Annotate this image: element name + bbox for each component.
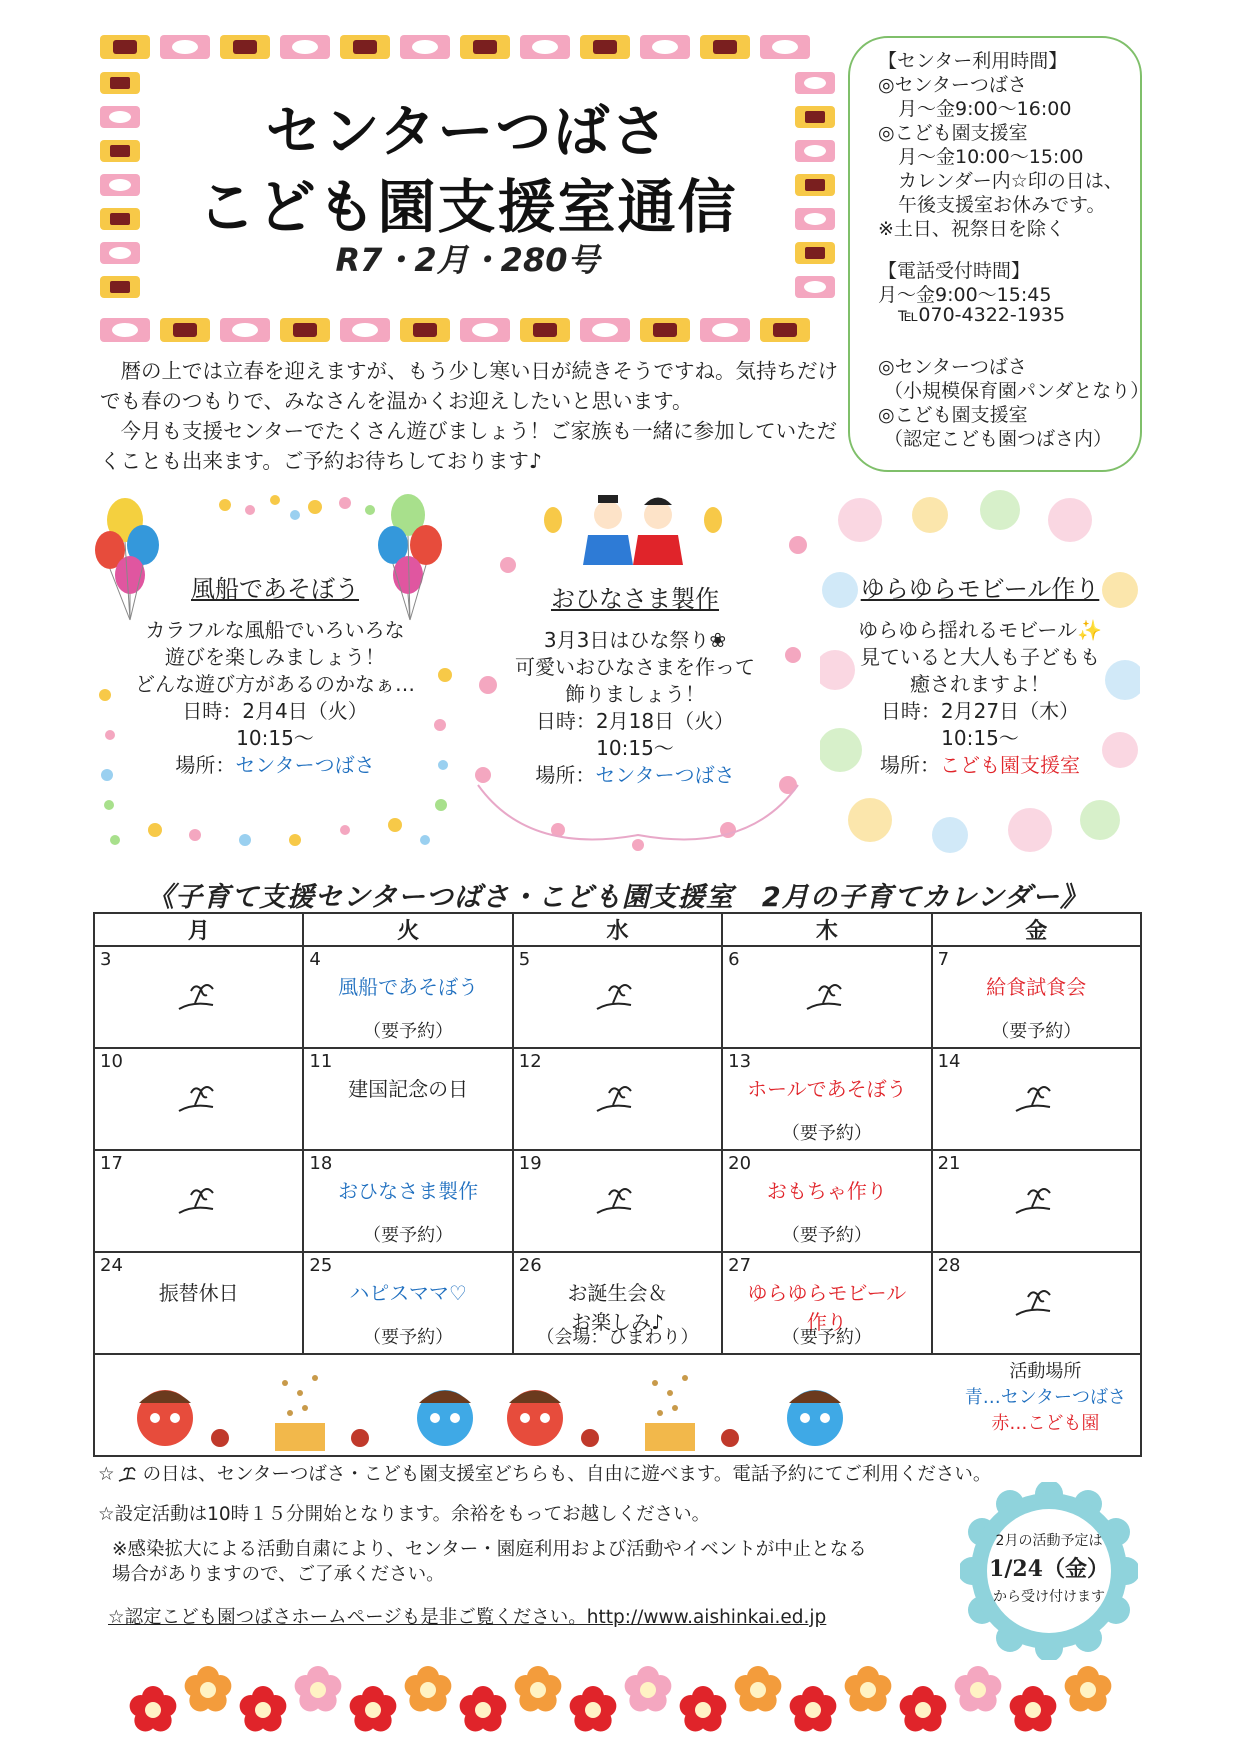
day-number: 3 [100, 949, 112, 970]
day-number: 10 [100, 1051, 123, 1072]
day-number: 13 [728, 1051, 752, 1072]
weekday-header: 火 [303, 913, 512, 946]
calendar-day-cell [722, 1252, 931, 1354]
plum-blossom-icon [295, 1666, 342, 1712]
day-event [304, 1073, 511, 1102]
event-place-label: 場所： [880, 753, 940, 777]
newsletter-title-line1: センターつばさ [265, 100, 670, 165]
weekday-header: 水 [513, 913, 722, 946]
day-event-line: お楽しみ♪ [571, 1310, 664, 1334]
weekday-header: 月 [94, 913, 303, 946]
support-hours: 月～金10:00～15:00 [898, 146, 1084, 168]
day-event [723, 1175, 930, 1204]
day-event-line: 作り [806, 1310, 847, 1334]
legend-title: 活動場所 [1009, 1361, 1082, 1382]
support-name: ◎こども園支援室 [878, 122, 1028, 144]
blue-oni-icon [787, 1390, 843, 1446]
tulip-icon [1010, 1081, 1062, 1121]
plum-blossom-icon [185, 1666, 232, 1712]
day-number: 17 [100, 1153, 123, 1174]
plum-blossom-border [125, 1655, 1125, 1745]
tulip-icon [115, 1465, 143, 1485]
day-event-line: おもちゃ作り [766, 1179, 887, 1203]
calendar-day-cell [94, 1252, 303, 1354]
day-event-line: 建国記念の日 [348, 1077, 469, 1101]
weekday-header-row [94, 913, 1141, 946]
issue-number: R7・2月・280号 [335, 241, 600, 279]
calendar-day-cell [932, 946, 1141, 1048]
tulip-icon [1010, 1183, 1062, 1223]
day-number: 19 [518, 1153, 542, 1174]
day-event [304, 971, 511, 1000]
day-number: 25 [309, 1255, 333, 1276]
center-name: ◎センターつばさ [878, 74, 1027, 96]
calendar-day-cell [932, 1252, 1141, 1354]
tulip-icon [801, 979, 853, 1019]
reservation-note: （要予約） [781, 1123, 872, 1144]
plum-blossom-icon [680, 1686, 727, 1732]
plum-blossom-icon [955, 1666, 1002, 1712]
event-desc-line: 3月3日はひな祭り❀ [543, 628, 727, 652]
event-date: 日時：2月4日（火） [182, 699, 368, 723]
day-event-line: 振替休日 [158, 1281, 239, 1305]
red-oni-icon [137, 1390, 193, 1446]
reservation-note: （要予約） [781, 1327, 872, 1348]
day-number: 6 [728, 949, 740, 970]
homepage-link[interactable]: ☆認定こども園つばさホームページも是非ご覧ください。http://www.aishinkai.ed.jp [108, 1607, 827, 1628]
tulip-icon [591, 979, 643, 1019]
day-event-line: おひなさま製作 [338, 1179, 479, 1203]
event-place-row [830, 752, 1130, 779]
calendar-body [94, 946, 1141, 1354]
phone-heading: 【電話受付時間】 [878, 260, 1031, 282]
plum-blossom-icon [735, 1666, 782, 1712]
calendar-week-row [94, 1150, 1141, 1252]
hina-doll-empress-icon [633, 498, 683, 566]
event-panel-balloons [115, 576, 435, 779]
event-place-label: 場所： [175, 753, 236, 777]
reservation-note: （要予約） [363, 1225, 454, 1246]
hours-info-box [848, 36, 1150, 472]
plum-blossom-icon [845, 1666, 892, 1712]
badge-date: 1/24（金） [989, 1556, 1109, 1582]
covid-note-line1: ※感染拡大による活動自粛により、センター・園庭利用および活動やイベントが中止となる [112, 1539, 867, 1560]
event-desc-line: ゆらゆら揺れるモビール✨ [858, 618, 1102, 642]
calendar-heading: 《子育て支援センターつばさ・こども園支援室 2月の子育てカレンダー》 [147, 882, 1088, 913]
hours-note-1: カレンダー内☆印の日は、 [898, 170, 1123, 192]
setsubun-oni-decoration [125, 1363, 885, 1453]
day-number: 4 [309, 949, 321, 970]
day-number: 7 [937, 949, 950, 970]
day-event [304, 1175, 511, 1204]
day-event-line: ゆらゆらモビール [747, 1281, 907, 1305]
event-place: センターつばさ [235, 753, 375, 777]
location2-name: ◎こども園支援室 [878, 404, 1028, 426]
reservation-note: （要予約） [991, 1021, 1082, 1042]
event-time: 10:15～ [941, 726, 1019, 750]
day-number: 18 [309, 1153, 333, 1174]
event-time: 10:15～ [236, 726, 314, 750]
day-event [95, 1277, 302, 1306]
red-oni-icon [507, 1390, 563, 1446]
day-event [723, 1073, 930, 1102]
day-number: 21 [937, 1153, 961, 1174]
reservation-badge [960, 1482, 1138, 1660]
event-desc-line: 癒されますよ！ [910, 672, 1050, 696]
calendar-day-cell [722, 1048, 931, 1150]
event-desc-line: 可愛いおひなさまを作って [515, 655, 755, 679]
day-number: 14 [937, 1051, 961, 1072]
event-date: 日時：2月27日（木） [880, 699, 1080, 723]
bean-box-icon [645, 1375, 695, 1451]
event-panel-mobile [830, 576, 1130, 779]
event-desc-line: どんな遊び方があるのかなぁ… [135, 672, 415, 696]
badge-line1: 2月の活動予定は [995, 1533, 1103, 1549]
event-place-label: 場所： [535, 763, 596, 787]
calendar-day-cell [94, 1048, 303, 1150]
intro-paragraph-1: 暦の上では立春を迎えますが、もう少し寒い日が続きそうですね。気持ちだけでも春のつもりで、みなさんを温かくお迎えしたいと思います。 [100, 359, 838, 413]
plum-blossom-icon [460, 1686, 507, 1732]
calendar-day-cell [932, 1048, 1141, 1150]
hours-note-2: 午後支援室お休みです。 [898, 194, 1106, 216]
event-place-row [480, 762, 790, 789]
calendar-day-cell [303, 1252, 512, 1354]
day-number: 24 [100, 1255, 123, 1276]
phone-number: ℡070-4322-1935 [898, 304, 1066, 326]
note-text: の日は、センターつばさ・こども園支援室どちらも、自由に遊べます。電話予約にてご利用ください。 [142, 1464, 992, 1485]
tulip-icon [591, 1183, 643, 1223]
event-place: センターつばさ [595, 763, 735, 787]
calendar-day-cell [303, 946, 512, 1048]
tulip-icon [591, 1081, 643, 1121]
calendar-week-row [94, 1048, 1141, 1150]
calendar-day-cell [722, 946, 931, 1048]
plum-blossom-icon [625, 1666, 672, 1712]
newsletter-title-line2: こども園支援室通信 [197, 173, 738, 241]
blue-oni-icon [417, 1390, 473, 1446]
calendar-day-cell [513, 946, 722, 1048]
event-desc-line: 見ていると大人も子どもも [860, 645, 1100, 669]
day-number: 28 [937, 1255, 961, 1276]
reservation-note: （会場：ひまわり） [536, 1327, 699, 1348]
location-legend [965, 1359, 1126, 1437]
day-number: 5 [518, 949, 531, 970]
day-number: 11 [309, 1051, 333, 1072]
bean-box-icon [275, 1375, 325, 1451]
plum-blossom-icon [515, 1666, 562, 1712]
plum-blossom-icon [570, 1686, 617, 1732]
event-desc-line: カラフルな風船でいろいろな [145, 618, 405, 642]
event-place: こども園支援室 [940, 753, 1080, 777]
event-place-row [115, 752, 435, 779]
hours-heading: 【センター利用時間】 [878, 50, 1068, 72]
header [95, 30, 840, 348]
badge-line3: から受け付けます [993, 1589, 1105, 1605]
start-time-note: ☆設定活動は10時１５分開始となります。余裕をもってお越しください。 [98, 1504, 711, 1525]
event-desc-line: 飾りましょう！ [565, 682, 705, 706]
day-event [933, 971, 1140, 1000]
tulip-icon [173, 979, 225, 1019]
event-date: 日時：2月18日（火） [535, 709, 735, 733]
calendar-day-cell [303, 1048, 512, 1150]
tulip-icon [173, 1081, 225, 1121]
plum-blossom-icon [1065, 1666, 1112, 1712]
calendar-day-cell [513, 1048, 722, 1150]
plum-blossom-icon [130, 1686, 177, 1732]
day-event-line: 風船であそぼう [338, 975, 479, 999]
calendar-week-row [94, 946, 1141, 1048]
legend-blue: 青…センターつばさ [964, 1387, 1126, 1408]
monthly-calendar [93, 912, 1142, 1457]
day-number: 27 [728, 1255, 752, 1276]
intro-text [100, 356, 840, 476]
event-title: おひなさま製作 [551, 585, 719, 613]
legend-red: 赤…こども園 [991, 1413, 1100, 1434]
calendar-day-cell [932, 1150, 1141, 1252]
calendar-day-cell [303, 1150, 512, 1252]
calendar-week-row [94, 1252, 1141, 1354]
plum-blossom-icon [405, 1666, 452, 1712]
day-number: 12 [518, 1051, 542, 1072]
plum-blossom-icon [240, 1686, 287, 1732]
plum-blossom-icon [1010, 1686, 1057, 1732]
intro-paragraph-2: 今月も支援センターでたくさん遊びましょう！ご家族も一緒に参加していただくことも出来ます。ご予約お待ちしております♪ [100, 419, 838, 473]
plum-blossom-icon [350, 1686, 397, 1732]
event-title: 風船であそぼう [191, 575, 359, 603]
plum-blossom-icon [900, 1686, 947, 1732]
setsubun-decoration-cell [94, 1354, 1141, 1456]
calendar-day-cell [722, 1150, 931, 1252]
location2-detail: （認定こども園つばさ内） [884, 428, 1113, 450]
reservation-note: （要予約） [363, 1021, 454, 1042]
weekday-header: 木 [722, 913, 931, 946]
free-play-note [98, 1460, 991, 1486]
event-time: 10:15～ [596, 736, 674, 760]
day-event-line: ハピスママ♡ [349, 1281, 467, 1305]
location1-name: ◎センターつばさ [878, 356, 1027, 378]
tulip-icon [1010, 1285, 1062, 1325]
calendar-day-cell [513, 1150, 722, 1252]
calendar-day-cell [94, 1150, 303, 1252]
day-event-line: お誕生会＆ [567, 1281, 668, 1305]
calendar-day-cell [94, 946, 303, 1048]
day-number: 26 [518, 1255, 542, 1276]
tulip-icon [173, 1183, 225, 1223]
phone-hours: 月～金9:00～15:45 [878, 284, 1052, 306]
day-event [304, 1277, 511, 1306]
event-desc-line: 遊びを楽しみましょう！ [165, 645, 385, 669]
reservation-note: （要予約） [781, 1225, 872, 1246]
covid-note-line2: 場合がありますので、ご了承ください。 [112, 1564, 445, 1585]
reservation-note: （要予約） [363, 1327, 454, 1348]
calendar-day-cell [513, 1252, 722, 1354]
hina-doll-emperor-icon [583, 495, 633, 565]
calendar-footer-row [94, 1354, 1141, 1456]
plum-blossom-icon [790, 1686, 837, 1732]
hours-note-3: ※土日、祝祭日を除く [878, 218, 1065, 240]
day-event-line: 給食試食会 [986, 975, 1087, 999]
day-number: 20 [728, 1153, 752, 1174]
event-title: ゆらゆらモビール作り [860, 575, 1100, 603]
day-event-line: ホールであそぼう [747, 1077, 907, 1101]
weekday-header: 金 [932, 913, 1141, 946]
event-panel-hina [480, 586, 790, 789]
center-hours: 月～金9:00～16:00 [898, 98, 1072, 120]
location1-detail: （小規模保育園パンダとなり） [884, 380, 1150, 402]
note-star: ☆ [98, 1464, 115, 1485]
